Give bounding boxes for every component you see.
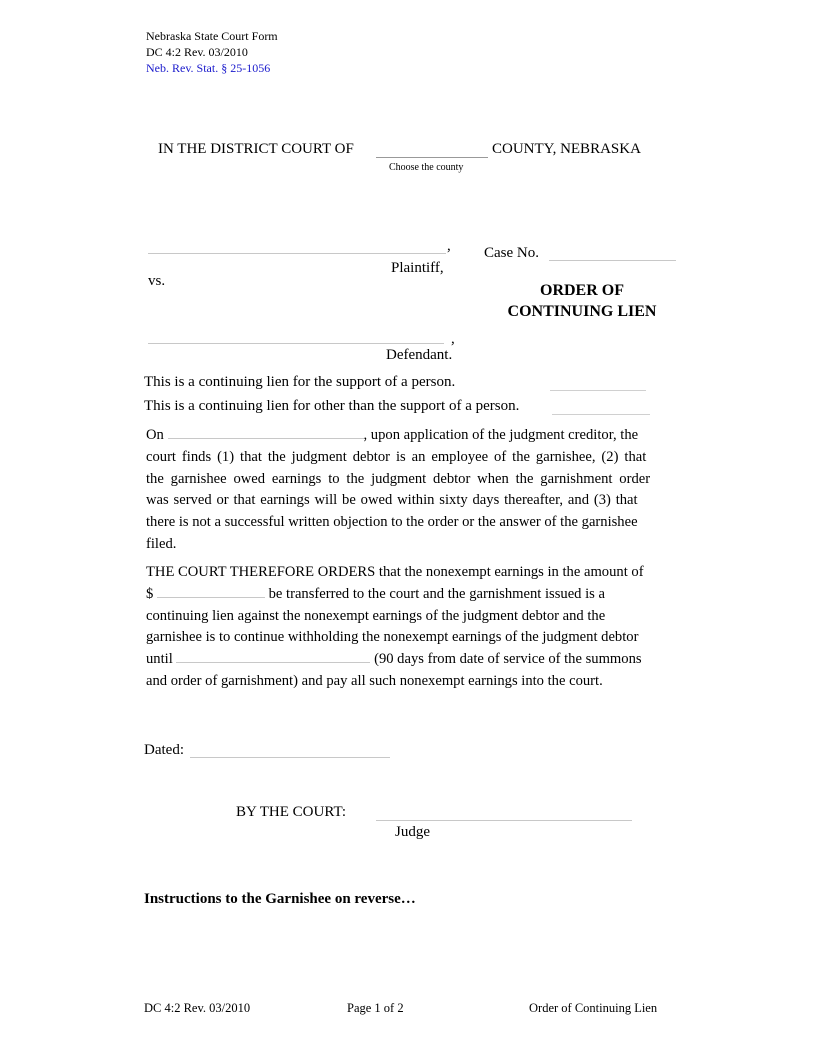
findings-line	[146, 425, 678, 447]
order-line2	[146, 584, 678, 606]
footer-form-id: DC 4:2 Rev. 03/2010	[144, 1001, 251, 1015]
findings-line1: , upon application of the judgment creditor, the	[363, 427, 639, 443]
order-title-line1: ORDER OF	[540, 282, 624, 299]
findings-line2: court finds (1) that the judgment debtor is an employee of the garnishee, (2) that	[146, 448, 647, 465]
order-line5-rest: (90 days from date of service of the summons	[374, 651, 642, 668]
other-lien-checkbox[interactable]	[552, 414, 650, 415]
by-the-court-label: BY THE COURT:	[236, 804, 347, 820]
support-lien-checkbox[interactable]	[550, 390, 646, 391]
footer-form-title: Order of Continuing Lien	[529, 1001, 658, 1015]
court-suffix: COUNTY, NEBRASKA	[492, 141, 641, 157]
order-line1: THE COURT THEREFORE ORDERS that the nonexempt earnings in the amount of	[146, 564, 644, 580]
order-line6: and order of garnishment) and pay all such nonexempt earnings into the court.	[146, 672, 603, 689]
plaintiff-label: Plaintiff,	[391, 260, 444, 276]
form-source: Nebraska State Court Form	[146, 29, 278, 43]
until-label: until	[146, 651, 173, 668]
order-line2-rest: be transferred to the court and the garnishment issued is a	[268, 585, 605, 602]
order-paragraph	[146, 562, 678, 693]
footer-page-number: Page 1 of 2	[347, 1001, 404, 1015]
order-line3: continuing lien against the nonexempt earnings of the judgment debtor and the	[146, 607, 606, 624]
findings-line5: there is not a successful written objection to the order or the answer of the garnishee	[146, 514, 638, 531]
court-prefix: IN THE DISTRICT COURT OF	[158, 141, 354, 157]
case-number-field[interactable]	[549, 260, 676, 261]
on-label: On	[146, 427, 164, 443]
county-select[interactable]	[376, 157, 488, 158]
plaintiff-name-field[interactable]	[148, 253, 446, 254]
application-date-field[interactable]	[168, 425, 364, 439]
dated-label: Dated:	[144, 742, 184, 758]
statute-link[interactable]: Neb. Rev. Stat. § 25-1056	[146, 61, 271, 75]
until-date-field[interactable]	[176, 649, 370, 663]
judge-label: Judge	[395, 824, 430, 840]
defendant-name-field[interactable]	[148, 343, 444, 344]
defendant-label: Defendant.	[386, 347, 453, 363]
defendant-comma: ,	[451, 331, 455, 347]
instructions-note: Instructions to the Garnishee on reverse…	[144, 891, 416, 907]
versus-label: vs.	[148, 273, 166, 289]
findings-line6: filed.	[146, 535, 177, 552]
order-title-line2: CONTINUING LIEN	[507, 303, 657, 320]
findings-line4: was served or that earnings will be owed within sixty days thereafter, and (3) that	[146, 492, 638, 509]
form-revision: DC 4:2 Rev. 03/2010	[146, 45, 248, 59]
support-lien-label: This is a continuing lien for the support of a person.	[144, 374, 456, 390]
other-lien-label: This is a continuing lien for other than the support of a person.	[144, 398, 520, 414]
findings-line3: the garnishee owed earnings to the judgment debtor when the garnishment order	[146, 470, 651, 487]
order-line4: garnishee is to continue withholding the nonexempt earnings of the judgment debtor	[146, 629, 639, 646]
order-line5	[146, 649, 678, 671]
amount-field[interactable]	[157, 584, 265, 598]
county-hint: Choose the county	[389, 162, 464, 173]
judge-signature-field[interactable]	[376, 820, 632, 821]
dated-field[interactable]	[190, 757, 390, 758]
dollar-sign: $	[146, 585, 154, 602]
case-number-label: Case No.	[484, 245, 539, 261]
plaintiff-comma: ,	[447, 238, 451, 254]
findings-paragraph	[146, 425, 678, 556]
